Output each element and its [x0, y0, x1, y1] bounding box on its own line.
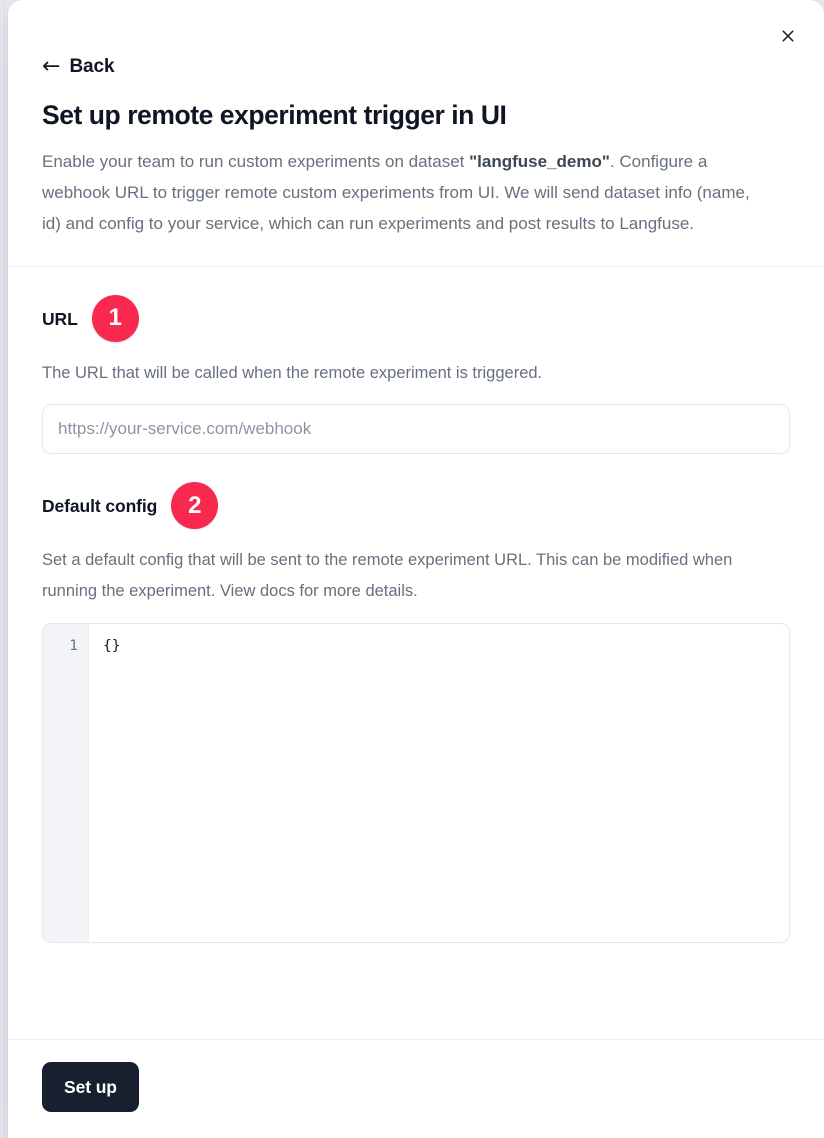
editor-gutter	[43, 624, 89, 942]
url-field-label: URL	[42, 308, 78, 329]
dialog-footer	[8, 1039, 824, 1138]
dialog-header	[8, 0, 824, 267]
dataset-name: "langfuse_demo"	[469, 151, 610, 171]
arrow-left-icon: ←	[42, 54, 61, 79]
step-badge-2: 2	[171, 482, 218, 529]
default-config-help: Set a default config that will be sent to the remote experiment URL. This can be modified when running the experiment. View docs for more details.	[42, 551, 733, 600]
step-badge-1: 1	[92, 295, 139, 342]
background-page-edge	[4, 0, 5, 1138]
page-title: Set up remote experiment trigger in UI	[42, 100, 507, 130]
default-config-editor[interactable]	[42, 623, 790, 943]
close-icon[interactable]	[774, 22, 802, 50]
default-config-label: Default config	[42, 496, 158, 517]
url-field-label-row	[42, 297, 790, 342]
description-text-part2: . Configure a webhook URL to trigger remote custom experiments from UI. We will send dataset info (name, id) and config to your service, which can run experiments and post results to Langfuse.	[42, 151, 750, 234]
set-up-button[interactable]: Set up	[42, 1062, 139, 1112]
default-config-code-area[interactable]: {}	[103, 637, 121, 654]
url-field-help: The URL that will be called when the remote experiment is triggered.	[42, 363, 543, 382]
default-config-label-row	[42, 484, 790, 529]
editor-line-number: 1	[69, 637, 78, 654]
back-button[interactable]	[42, 56, 114, 78]
back-button-label: Back	[69, 56, 115, 77]
dialog-body	[8, 267, 824, 1039]
description-text-part1: Enable your team to run custom experiments on dataset	[42, 151, 470, 171]
url-input[interactable]	[42, 404, 790, 454]
remote-experiment-setup-dialog	[8, 0, 824, 1138]
dialog-description	[42, 146, 754, 240]
